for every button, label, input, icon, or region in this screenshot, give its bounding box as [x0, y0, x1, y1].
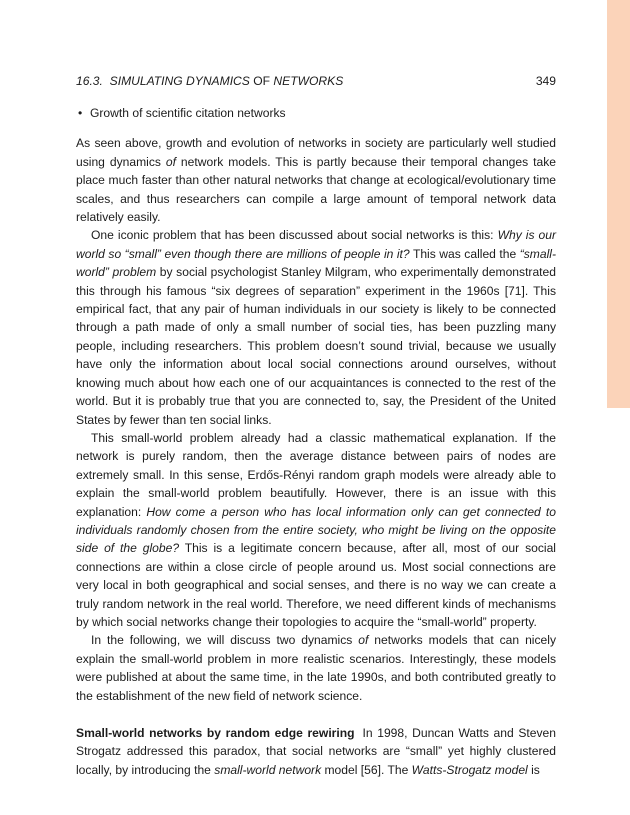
emphasis-text: of	[165, 154, 176, 169]
bullet-text: Growth of scientific citation networks	[90, 106, 286, 120]
text-run: This was called the	[409, 246, 520, 261]
paragraph	[76, 429, 556, 631]
page-body	[76, 72, 556, 779]
emphasis-text: small-world network	[214, 762, 322, 777]
text-run: model [56]. The	[321, 762, 412, 777]
title-part2: NETWORKS	[273, 74, 344, 88]
bullet-list	[76, 104, 556, 122]
section-number: 16.3.	[76, 74, 103, 88]
text-run: by social psychologist Stanley Milgram, who experimentally demonstrated this through his famous “six degrees of separation” experiment in the 1960s [71]. This empirical fact, that any pair of human individuals in our society is likely to be connected through a path made of only a small number of social ties, has been puzzling many people, including researchers. This problem doesn’t sound trivial, because we usually have only the information about local social connections around ourselves, without knowing much about how each one of our acquaintances is connected to the rest of the world. But it is probably true that you are connected to, say, the President of the United States by fewer than ten social links.	[76, 265, 556, 427]
text-run: One iconic problem that has been discussed about social networks is this:	[91, 228, 498, 243]
emphasis-text: “small-world” problem	[76, 246, 556, 280]
text-run: In the following, we will discuss two dynamics	[91, 633, 359, 648]
text-run: This is a legitimate concern because, after all, most of our social connections are within a close circle of people around us. Most social connections are very local in both geographical and social senses, and there is no way we can create a truly random network in the real world. Therefore, we need different kinds of mechanisms by which social networks change their topologies to acquire the “small-world” property.	[76, 541, 556, 629]
page-number: 349	[535, 74, 556, 88]
title-part1: SIMULATING DYNAMICS	[109, 74, 250, 88]
paragraph	[76, 631, 556, 705]
text-run: In 1998, Duncan Watts and Steven Strogatz addressed this paradox, that social networks are “small” yet highly clustered locally, by introducing the	[76, 726, 556, 777]
emphasis-text: of	[358, 633, 369, 648]
text-run: is	[527, 762, 540, 777]
emphasis-text: Why is our world so “small” even though there are millions of people in it?	[76, 228, 557, 261]
text-run: This small-world problem already had a classic mathematical explanation. If the network is purely random, then the average distance between pairs of nodes are extremely small. In this sense, Erdős-Rényi random graph models were already able to explain the small-world problem beautifully. However, there is an issue with this explanation:	[76, 430, 556, 519]
section-heading: Small-world networks by random edge rewiring	[76, 726, 355, 740]
paragraph	[76, 226, 556, 428]
title-of: OF	[253, 74, 271, 88]
running-header	[76, 72, 556, 90]
text-run: As seen above, growth and evolution of networks in society are particularly well studied using dynamics	[76, 136, 556, 169]
text-run: network models. This is partly because their temporal changes take place much faster than other natural networks that change at ecological/evolutionary time scales, and thus researchers can compile a large amount of temporal network data relatively easily.	[76, 154, 556, 225]
section-paragraph	[76, 724, 556, 779]
text-run: networks models that can nicely explain the small-world problem in more realistic scenarios. Interestingly, these models were published at about the same time, in the late 1990s, and both contributed greatly to the establishment of the new field of network science.	[76, 633, 556, 703]
bullet-icon: •	[78, 106, 83, 120]
emphasis-text: How come a person who has local information only can get connected to individuals randomly chosen from the entire society, who might be living on the opposite side of the globe?	[76, 504, 556, 556]
list-item	[78, 104, 556, 122]
emphasis-text: Watts-Strogatz model	[411, 762, 528, 777]
running-title	[76, 72, 343, 90]
paragraph	[76, 134, 556, 226]
body-text	[76, 134, 556, 705]
side-thumb-tab	[607, 0, 630, 408]
